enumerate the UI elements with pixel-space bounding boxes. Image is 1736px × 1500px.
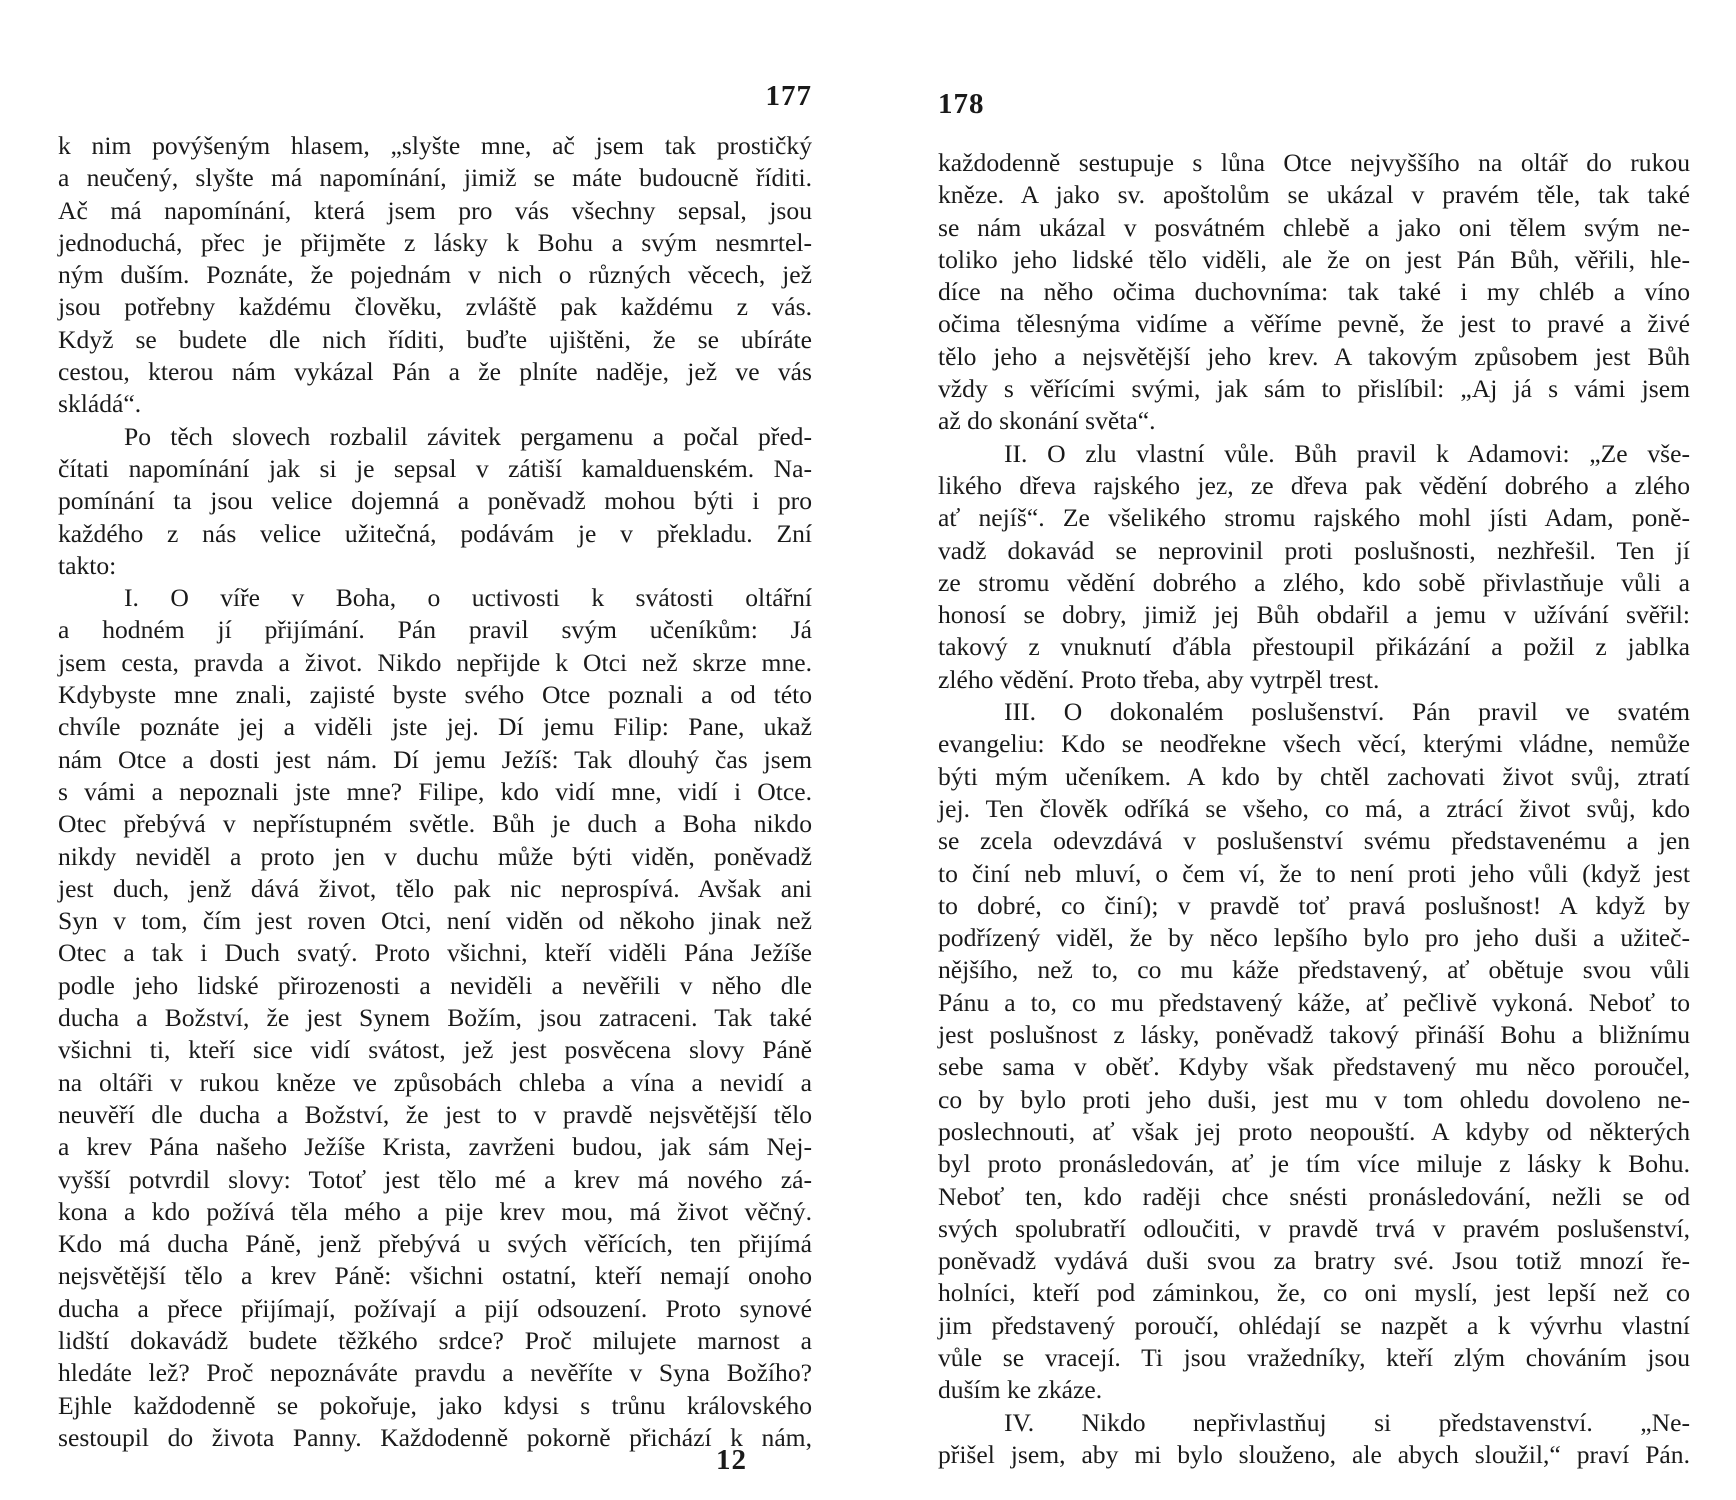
text-line [938,1407,1690,1439]
text-line [58,485,812,517]
text-line-content: jest duch, jenž dává život, tělo pak nic neprospívá. Avšak ani [58,873,812,903]
text-line [938,405,1690,437]
text-line-content: svých spolubratří odloučiti, v pravdě trvá v pravém poslušenství, [938,1213,1690,1243]
text-line [938,987,1690,1019]
text-line [58,1293,812,1325]
text-line-content: Ač má napomínání, která jsem pro vás všechny sepsal, jsou [58,195,812,225]
text-line [938,631,1690,663]
text-line-content: honosí se dobry, jimiž jej Bůh obdařil a jemu v užívání svěřil: [938,600,1690,630]
text-line-content: Kdybyste mne znali, zajisté byste svého Otce poznali a od této [58,680,812,710]
text-line [938,1213,1690,1245]
text-line [58,453,812,485]
text-line [58,1131,812,1163]
text-line-content: vadž dokavád se neprovinil proti poslušnosti, nezhřešil. Ten jí [938,535,1690,565]
text-line [938,696,1690,728]
text-line [938,890,1690,922]
text-line [938,212,1690,244]
text-line [58,1390,812,1422]
text-line-content: díce na něho očima duchovníma: tak také i my chléb a víno [938,277,1690,307]
text-line-content: jest poslušnost z lásky, poněvadž takový přináší Bohu a bližnímu [938,1020,1690,1050]
page-number-top: 178 [938,88,985,120]
text-line-content: cestou, kterou nám vykázal Pán a že plníte naděje, jež ve vás [58,357,812,387]
text-line-content: pomínání ta jsou velice dojemná a poněvadž mohou býti i pro [58,486,812,516]
text-line [938,922,1690,954]
text-line [58,970,812,1002]
text-line-content: to činí neb mluví, o čem ví, že to není proti jeho vůli (když jest [938,858,1690,888]
text-line [58,1067,812,1099]
text-line [938,438,1690,470]
text-line [938,761,1690,793]
text-line [938,1245,1690,1277]
text-line-content: každodenně sestupuje s lůna Otce nejvyššího na oltář do rukou [938,148,1690,177]
text-line [58,1422,812,1454]
text-line [58,421,812,453]
right-page [938,0,1690,1500]
text-line [938,341,1690,373]
text-line-content: s vámi a nepoznali jste mne? Filipe, kdo vidí mne, vidí i Otce. [58,776,812,806]
text-line [938,535,1690,567]
text-line [58,291,812,323]
text-line-content: nám Otce a dosti jest nám. Dí jemu Ježíš: Tak dlouhý čas jsem [58,744,812,774]
text-line-content: očima tělesnýma vidíme a věříme pevně, že jest to pravé a živé [938,309,1690,339]
text-line [938,728,1690,760]
text-line [58,550,812,582]
text-line-content: býti mým učeníkem. A kdo by chtěl zachovati život svůj, ztratí [938,761,1690,791]
text-line [58,518,812,550]
text-line [58,937,812,969]
text-line-content: Kdo má ducha Páně, jenž přebývá u svých věřících, ten přijímá [58,1229,812,1259]
text-line [58,1260,812,1292]
text-line-content: ným duším. Poznáte, že pojednám v nich o různých věcech, jež [58,260,812,290]
text-line [58,1196,812,1228]
text-line [938,1342,1690,1374]
text-line-content: Ejhle každodenně se pokořuje, jako kdysi s trůnu královského [58,1390,812,1420]
text-line [938,1181,1690,1213]
text-line-content: I. O víře v Boha, o uctivosti k svátosti oltářní [124,583,812,613]
text-line [58,1034,812,1066]
text-line [938,567,1690,599]
text-line-content: toliko jeho lidské tělo viděli, ale že on jest Pán Bůh, věřili, hle- [938,244,1690,274]
text-line [938,1374,1690,1406]
text-line-content: II. O zlu vlastní vůle. Bůh pravil k Adamovi: „Ze vše- [1004,438,1690,468]
text-line [938,147,1690,179]
text-line [58,614,812,646]
text-line [938,1084,1690,1116]
text-line-content: a hodném jí přijímání. Pán pravil svým učeníkům: Já [58,615,812,645]
text-line-content: lidští dokavádž budete těžkého srdce? Proč milujete marnost a [58,1325,812,1355]
text-line [938,858,1690,890]
text-line [58,324,812,356]
text-line-content: vždy s věřícími svými, jak sám to přislíbil: „Aj já s vámi jsem [938,374,1690,404]
text-line [938,1051,1690,1083]
text-line-content: podřízený viděl, že by něco lepšího bylo pro jeho duši a užiteč- [938,923,1690,953]
text-line-content: poněvadž vydává duši svou za bratry své. Jsou totiž mnozí ře- [938,1246,1690,1276]
text-line-content: likého dřeva rajského jez, ze dřeva pak vědění dobrého a zlého [938,470,1690,500]
text-line [938,276,1690,308]
page-number-top: 177 [765,80,812,112]
text-line-content: ducha a přece přijímají, požívají a pijí odsouzení. Proto synové [58,1293,812,1323]
text-line [58,356,812,388]
text-line-content: Otec a tak i Duch svatý. Proto všichni, kteří viděli Pána Ježíše [58,938,812,968]
text-line-content: vůle se vracejí. Ti jsou vražedníky, kteří zlým chováním jsou [938,1342,1690,1372]
text-line-content: ze stromu vědění dobrého a zlého, kdo sobě přivlastňuje vůli a [938,567,1690,597]
text-line-content: skládá“. [58,389,142,419]
text-line [938,825,1690,857]
text-line-content: na oltáři v rukou kněze ve způsobách chleba a vína a nevidí a [58,1067,812,1097]
text-line [938,664,1690,696]
signature-number: 12 [716,1444,747,1476]
text-line-content: čítati napomínání jak si je sepsal v zátiší kamalduenském. Na- [58,453,812,483]
text-line [58,259,812,291]
text-line [938,793,1690,825]
text-line [58,808,812,840]
text-line-content: Syn v tom, čím jest roven Otci, není viděn od někoho jinak než [58,906,812,936]
text-line-content: jej. Ten člověk odříká se všeho, co má, a ztrácí život svůj, kdo [938,793,1690,823]
text-line-content: nějšího, než to, co mu káže představený, ať obětuje svou vůli [938,955,1690,985]
text-line-content: až do skonání světa“. [938,406,1156,436]
text-line [938,599,1690,631]
text-line-content: zlého vědění. Proto třeba, aby vytrpěl trest. [938,664,1380,694]
text-line [938,179,1690,211]
text-line-content: ducha a Božství, že jest Synem Božím, jsou zatraceni. Tak také [58,1003,812,1033]
text-line [938,244,1690,276]
text-line [938,1019,1690,1051]
text-line [58,873,812,905]
text-line-content: ať nejíš“. Ze všelikého stromu rajského mohl jísti Adam, poně- [938,503,1690,533]
text-line-content: Pánu a to, co mu představený káže, ať pečlivě vykoná. Neboť to [938,987,1690,1017]
text-line [938,954,1690,986]
text-line-content: chvíle poznáte jej a viděli jste jej. Dí jemu Filip: Pane, ukaž [58,712,812,742]
text-line-content: vyšší potvrdil slovy: Totoť jest tělo mé a krev má nového zá- [58,1164,812,1194]
text-line-content: jednoduchá, přec je přijměte z lásky k Bohu a svým nesmrtel- [58,227,812,257]
text-line-content: přišel jsem, aby mi bylo slouženo, ale abych sloužil,“ praví Pán. [938,1439,1690,1469]
text-line-content: Po těch slovech rozbalil závitek pergamenu a počal před- [124,421,812,451]
text-line-content: každého z nás velice užitečná, podávám je v překladu. Zní [58,518,812,548]
text-line-content: kněze. A jako sv. apoštolům se ukázal v pravém těle, tak také [938,180,1690,210]
text-line-content: jim představený poroučí, ohlédají se nazpět a k vývrhu vlastní [938,1310,1690,1340]
text-line [58,1164,812,1196]
text-line-content: všichni ti, kteří sice vidí svátost, jež jest posvěcena slovy Páně [58,1035,812,1065]
text-line-content: a krev Pána našeho Ježíše Krista, zavrženi budou, jak sám Nej- [58,1132,812,1162]
text-line [58,130,812,162]
text-line-content: Když se budete dle nich říditi, buďte ujištěni, že se ubíráte [58,324,812,354]
text-line-content: jsou potřebny každému člověku, zvláště pak každému z vás. [58,292,812,322]
text-line [58,1325,812,1357]
right-page-text [938,147,1690,1471]
text-line-content: Neboť ten, kdo raději chce snésti pronásledování, nežli se od [938,1181,1690,1211]
text-line [58,1228,812,1260]
text-line-content: byl proto pronásledován, ať je tím více miluje z lásky k Bohu. [938,1149,1690,1179]
text-line-content: duším ke zkáze. [938,1375,1103,1405]
text-line [58,647,812,679]
text-line-content: a neučený, slyšte má napomínání, jimiž se máte budoucně říditi. [58,163,812,193]
text-line-content: kona a kdo požívá těla mého a pije krev mou, má život věčný. [58,1196,812,1226]
text-line [58,679,812,711]
text-line-content: nikdy neviděl a proto jen v duchu může býti viděn, poněvadž [58,841,812,871]
text-line [58,1002,812,1034]
text-line-content: to dobré, co činí); v pravdě toť pravá poslušnost! A když by [938,890,1690,920]
text-line-content: holníci, kteří pod záminkou, že, co oni myslí, jest lepší než co [938,1278,1690,1308]
text-line [58,227,812,259]
text-line-content: evangeliu: Kdo se neodřekne všech věcí, kterými vládne, nemůže [938,729,1690,759]
text-line-content: tělo jeho a nejsvětější jeho krev. A takovým způsobem jest Bůh [938,341,1690,371]
text-line [938,470,1690,502]
text-line [938,1310,1690,1342]
text-line [58,841,812,873]
text-line-content: co by bylo proti jeho duši, jest mu v tom ohledu dovoleno ne- [938,1084,1690,1114]
text-line-content: se zcela odevzdává v poslušenství svému představenému a jen [938,826,1690,856]
text-line [58,776,812,808]
text-line [938,502,1690,534]
text-line-content: k nim povýšeným hlasem, „slyšte mne, ač jsem tak prostičký [58,131,812,160]
text-line-content: III. O dokonalém poslušenství. Pán pravil ve svatém [1004,697,1690,727]
text-line-content: se nám ukázal v posvátném chlebě a jako oni tělem svým ne- [938,212,1690,242]
text-line [938,308,1690,340]
text-line-content: sebe sama v oběť. Kdyby však představený mu něco poroučel, [938,1052,1690,1082]
text-line [938,373,1690,405]
text-line [58,711,812,743]
text-line-content: hledáte lež? Proč nepoznáváte pravdu a nevěříte v Syna Božího? [58,1358,812,1388]
text-line-content: sestoupil do života Panny. Každodenně pokorně přichází k nám, [58,1422,812,1452]
text-line-content: IV. Nikdo nepřivlastňuj si představenství. „Ne- [1004,1407,1690,1437]
text-line [58,1357,812,1389]
text-line-content: Otec přebývá v nepřístupném světle. Bůh je duch a Boha nikdo [58,809,812,839]
text-line [58,195,812,227]
text-line [938,1148,1690,1180]
text-line-content: nejsvětější tělo a krev Páně: všichni ostatní, kteří nemají onoho [58,1261,812,1291]
text-line [938,1116,1690,1148]
text-line [58,905,812,937]
text-line [58,388,812,420]
left-page [58,0,812,1500]
text-line [938,1439,1690,1471]
left-page-text [58,130,812,1454]
text-line-content: takto: [58,550,117,580]
text-line-content: podle jeho lidské přirozenosti a neviděli a nevěřili v něho dle [58,970,812,1000]
text-line [58,1099,812,1131]
text-line [58,162,812,194]
text-line-content: jsem cesta, pravda a život. Nikdo nepřijde k Otci než skrze mne. [58,647,812,677]
text-line-content: neuvěří dle ducha a Božství, že jest to v pravdě nejsvětější tělo [58,1099,812,1129]
text-line [58,582,812,614]
text-line-content: poslechnouti, ať však jej proto neopouští. A kdyby od některých [938,1116,1690,1146]
text-line [938,1277,1690,1309]
text-line [58,744,812,776]
text-line-content: takový z vnuknutí ďábla přestoupil přikázání a požil z jablka [938,632,1690,662]
